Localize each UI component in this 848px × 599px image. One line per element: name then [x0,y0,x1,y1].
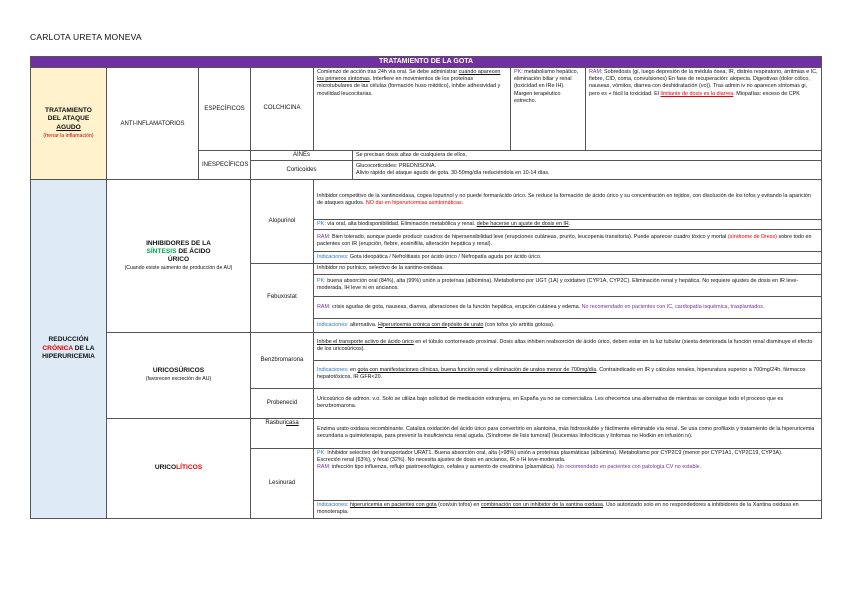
febuxostat-desc: Inhibidor no purínico, selectivo de la xantino-oxidasa. [314,264,822,274]
uricolytics-category: URICOLÍTICOS [107,418,251,518]
alopurinol-desc-row [31,180,822,220]
benzbromarona-ind: Indicaciones: en gota con manifestaciones clínicas, buena función renal y eliminación de uratos menor de 700mg/día. Contraindicado en IR y cálculos renales, hiperuratura superior a 700mg/24h, fármacos hepatotóxicos, IR GFR<20. [314,360,822,388]
aines-desc: Se precisan dosis altas de cualquiera de ellos. [353,151,822,161]
lesinurad-ind: Indicaciones: hiperuricemia en pacientes con gota (con/sin tofos) en combinación con un inhibidor de la xantina oxidasa. Uso autorizado solo en no respondedores a inhibidores de la Xantina oxidasa en monoterapia. [314,500,822,518]
rasburicasa-row [31,418,822,448]
alopurinol-ind: Indicaciones: Gota ideopática / Nefrolitiasis por ácido úrico / Nefropatía aguda por ácido úrico. [314,252,822,264]
colchicina-name: COLCHICINA [251,68,314,151]
febuxostat-pk: PK: buena absorción oral (84%), alta (99%) unión a proteínas (albúmina). Metabolismo por UGT (1A) y oxidativo (CYP1A, CYP2C). Eliminación renal y hepática. No requiere ajustes de dosis en IR leve-moderada, IH leve ni en ancianos. [314,274,822,296]
benzbromarona-desc-row [31,332,822,360]
table-title: TRATAMIENTO DE LA GOTA [31,57,822,68]
colchicina-desc: Comienzo de acción tras 24h vía oral. Se debe administrar cuando aparecen los primeros síntomas. Interfiere en movimientos de los proteínas microtubulares de las células (formación huso mitótico), inhibe adhesividad y movilidad leucocitarias. [314,68,511,151]
colchicina-row [31,68,822,151]
probenecid-desc: Uricosúrico de admon. v.o. Solo se utiliza bajo solicitud de medicación extranjera, en España ya no se comercializa. Les ofrecemos una alternativa de mientras se consigue todo el proceso que es benzbromarona. [314,388,822,418]
lesinurad-name: Lesinurad [251,448,314,518]
aines-name: AINEs [251,151,353,161]
alopurinol-ram: RAM: Bien tolerado, aunque puede producir cuadros de hipersensibilidad leve (erupciones cutáneas, prurito, leucopenia transitoria). Puede aparecer cuadro tóxico y mortal (síndrome de Dress) sobre todo en pacientes con IR (erupción, fiebre, eosinifilia, alteración hepática y renal). [314,230,822,252]
benzbromarona-name: Benzbromarona [251,332,314,388]
febuxostat-ind: Indicaciones: alternativa. Hiperuricemia crónica con depósito de urato (con tofos y/o artritis gotosa). [314,318,822,332]
inespecificos-label: INESPECÍFICOS [199,151,251,180]
gout-treatment-table [30,56,822,519]
synthesis-inhibitors-category: INHIBIDORES DE LA SÍNTESIS DE ÁCIDO ÚRICO (Cuando existe aumento de producción de AU) [107,180,251,332]
corticoides-desc: Glucocorticoides: PREDNISONA. Alivio rápido del ataque agudo de gota. 30-50mg/día reduciéndola en 10-14 días. [353,161,822,180]
febuxostat-name: Febuxostat [251,264,314,332]
colchicina-ram: RAM: Sobredosis (gi, luego depresión de la médula ósea, IR, distrés respiratorio, arritmias e IC, fiebre, CID, coma, convulsiones) En fase de recuperación: alopecia. Digestivas (dolor cólico, nauseas, vómitos, diarrea con deshidratación (vo)). Tras admin iv no aparecen síntomas gi, pero es + fácil la toxicidad. El limitante de dosis es la diarrea. Miopatías: exceso de CPK [586,68,822,151]
especificos-label: ESPECÍFICOS [199,68,251,151]
rasburicasa-name: Rasburicasa [251,418,314,448]
author-name: CARLOTA URETA MONEVA [30,32,142,42]
alopurinol-pk: PK: vía oral, alta biodisponibilidad. Eliminación metabólica y renal. debe hacerse un ajuste de dosis en IR. [314,220,822,230]
lesinurad-pk-ram: PK: Inhibidor selectivo del transportador URAT1. Buena absorción oral, alta (>98%) unión a proteínas plasmáticas (albúmina). Metabolismo por CYP2C9 (menor por CYP1A1, CYP2C19, CYP3A). Excreción renal (63%), y fecal (32%). No necesita ajustes de dosis en ancianos, IR o IH leve-moderada. RAM: infección tipo influenza, reflujo gastroesofágico, cefalea y aumento de creatinina (plasmática). No recomendado en pacientes con patología CV no estable. [314,448,822,500]
table-header-row [31,57,822,68]
benzbromarona-desc: Inhibe el transporte activo de ácido úrico en el túbulo contorneado proximal. Dosis altas inhiben reabsorción de ácido úrico, deben estar en la luz tubular (siesta deteriorada la función renal disminuye el efecto de los uricosúricos). [314,332,822,360]
alopurinol-name: Alopurinol [251,180,314,264]
anti-inflammatory-category: ANTI-INFLAMATORIOS [107,68,199,180]
corticoides-name: Corticoides [251,161,353,180]
chronic-section-label: REDUCCIÓN CRÓNICA DE LA HIPERURICEMIA [31,180,107,518]
colchicina-pk: PK: metabolismo hepático, eliminación biliar y renal (toxicidad en IRe IH). Margen terapéutico estrecho. [511,68,586,151]
acute-section-label: TRATAMIENTO DEL ATAQUE AGUDO (frenar la inflamación) [31,68,107,180]
febuxostat-ram: RAM: crisis agudas de gota, nauseas, diarrea, alteraciones de la función hepática, erupción cutánea y edema. No recomendado en pacientes con IC, cardiopatía isquémica, trasplantados. [314,296,822,318]
probenecid-name: Probenecid [251,388,314,418]
alopurinol-desc: Inhibidor competitivo de la xantinoxidasa, cogea lopurinol y no puede formarácido úrico. Se reduce la formación de ácido úrico y su concentración en tejidos, con disolución de los tofos y evitando la aparición de ataques agudos. NO dar en hiperuricemias asintomáticas. [314,180,822,220]
uricosurics-category: URICOSÚRICOS (favorecen excreción de AU) [107,332,251,418]
rasburicasa-desc: Enzima urato oxidasa recombinante. Cataliza oxidación del ácido úrico para convertirlo en alantoina, más hidrosoluble y fácilmente eliminable vía renal. Se usa como profilaxis y tratamiento de la hiperuricemia secundaria a quimioterapia, para prevenir la insuficiencia renal aguda. (Síndrome de lisis tumoral) (leucemias linfocíticas y linfomas no Hodkin en infusión iv). [314,418,822,448]
